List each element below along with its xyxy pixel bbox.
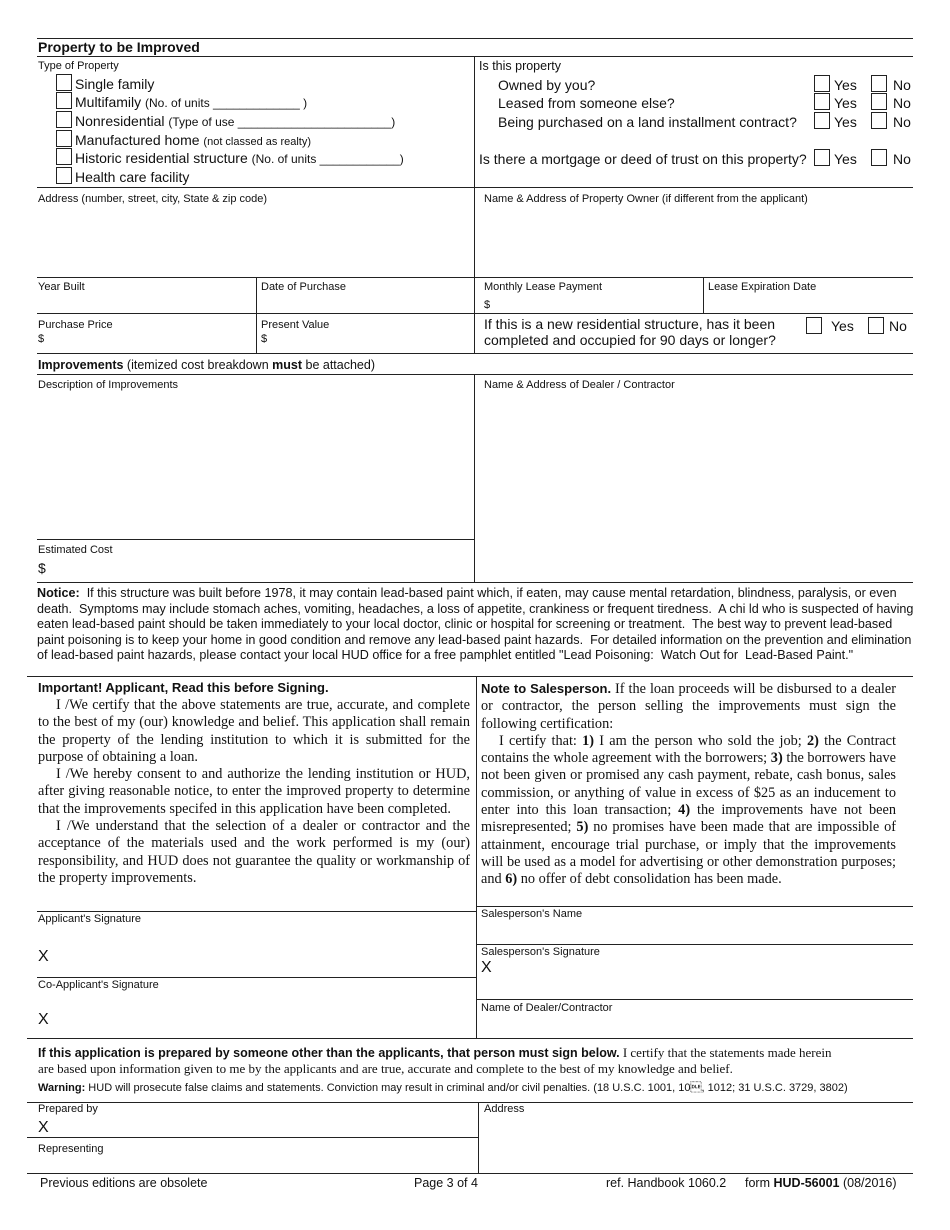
type-of-property-label: Type of Property <box>38 60 119 72</box>
leased-yes-label: Yes <box>834 95 857 111</box>
installment-no-label: No <box>893 114 911 130</box>
manufactured-home-label: Manufactured home (not classed as realty) <box>75 132 312 148</box>
mortgage-yes-checkbox[interactable] <box>814 149 830 166</box>
owned-no-label: No <box>893 77 911 93</box>
salesperson-name-field[interactable] <box>481 922 909 942</box>
prepared-by-label: Prepared by <box>38 1103 98 1115</box>
applicant-signature-field[interactable] <box>56 930 471 974</box>
footer-obsolete: Previous editions are obsolete <box>40 1176 208 1190</box>
leased-yes-checkbox[interactable] <box>814 93 830 110</box>
present-value-label: Present Value <box>261 319 330 331</box>
salesperson-signature-field[interactable] <box>497 959 909 997</box>
historic-structure-label: Historic residential structure (No. of units ____________) <box>75 150 404 166</box>
salesperson-cert-text: I certify that: 1) I am the person who sold the job; 2) the Contract contains the whole agreement with the borrowers; 3) the borrowers have not been given or promised any cash payment, rebate, cash bonus, sales commission, or anything of value in excess of $25 as an inducement to enter into this loan transaction; 4) the improvements have not been misrepresented; 5) no promises have been made that are impossible of attainment, encourage trial purchase, or imply that the improvements will be used as a model for advertising or other demonstration purposes; and 6) no offer of debt consolidation has been made. <box>481 732 897 888</box>
year-built-label: Year Built <box>38 281 85 293</box>
owned-yes-label: Yes <box>834 77 857 93</box>
lead-paint-notice: Notice: If this structure was built before 1978, it may contain lead-based paint which, if eaten, may cause mental retardation, blindness, paralysis, or even death. Symptoms may include stomach aches, vomiting, headaches, a loss of appetite, crankiness or frequent tiredness. A chi ld who is suspected of having eaten lead-based paint should be taken immediately to your local doctor, clinic or hospital for screening or treatment. The best way to prevent lead-based paint poisoning is to keep your home in good condition and remove any lead-based paint hazards. For detailed information on the prevention and elimination of lead-based paint hazards, please contact your local HUD office for a free pamphlet entitled "Lead Poisoning: Watch Out for Lead-Based Paint." <box>37 586 914 663</box>
applicant-certification <box>38 680 470 887</box>
co-applicant-signature-field[interactable] <box>56 995 471 1035</box>
footer-page-number: Page 3 of 4 <box>414 1176 478 1190</box>
estimated-cost-label: Estimated Cost <box>38 544 113 556</box>
single-family-label: Single family <box>75 76 155 92</box>
installment-no-checkbox[interactable] <box>871 112 887 129</box>
applicant-heading: Important! Applicant, Read this before Signing. <box>38 680 329 695</box>
new-structure-yes-checkbox[interactable] <box>806 317 822 334</box>
co-applicant-signature-x: X <box>38 1011 49 1028</box>
improvements-title: Improvements (itemized cost breakdown must be attached) <box>38 358 375 372</box>
footer-ref-handbook: ref. Handbook 1060.2 <box>606 1176 727 1190</box>
applicant-signature-label: Applicant's Signature <box>38 913 141 925</box>
estimated-cost-dollar: $ <box>38 560 46 576</box>
owner-field[interactable] <box>484 208 909 274</box>
installment-yes-label: Yes <box>834 114 857 130</box>
dealer-contractor-label: Name & Address of Dealer / Contractor <box>484 379 675 391</box>
monthly-lease-label: Monthly Lease Payment <box>484 281 603 293</box>
salesperson-signature-x: X <box>481 959 492 976</box>
salesperson-name-label: Salesperson's Name <box>481 908 583 920</box>
salesperson-heading: Note to Salesperson. <box>481 681 612 696</box>
dealer-field[interactable] <box>484 394 909 576</box>
footer-form-id: form HUD-56001 (08/2016) <box>745 1176 897 1190</box>
warning-text: Warning: HUD will prosecute false claims and statements. Conviction may result in criminal and/or civil penalties. (18 U.S.C. 1001, 10, 1012; 31 U.S.C. 3729, 3802) <box>38 1082 848 1094</box>
historic-structure-checkbox[interactable] <box>56 148 72 165</box>
health-care-checkbox[interactable] <box>56 167 72 184</box>
address-field[interactable] <box>38 208 468 274</box>
co-applicant-signature-label: Co-Applicant's Signature <box>38 979 159 991</box>
new-structure-no-label: No <box>889 318 907 334</box>
monthly-lease-dollar: $ <box>484 299 491 311</box>
owner-label: Name & Address of Property Owner (if different from the applicant) <box>484 193 808 205</box>
new-structure-no-checkbox[interactable] <box>868 317 884 334</box>
multifamily-checkbox[interactable] <box>56 92 72 109</box>
multifamily-label: Multifamily (No. of units _____________ ) <box>75 94 308 110</box>
preparer-address-label: Address <box>484 1103 525 1115</box>
leased-question: Leased from someone else? <box>498 95 675 111</box>
new-structure-yes-label: Yes <box>831 318 854 334</box>
applicant-para-2: I /We hereby consent to and authorize the lending institution or HUD, after giving reasonable notice, to enter the improved property to determine that the improvements specifed in this application have been completed. <box>38 766 470 817</box>
representing-label: Representing <box>38 1143 104 1155</box>
present-value-dollar: $ <box>261 333 268 345</box>
is-this-property-label: Is this property <box>479 59 561 73</box>
mortgage-no-checkbox[interactable] <box>871 149 887 166</box>
preparer-statement: If this application is prepared by someone other than the applicants, that person must sign below. I certify that the statements made herein are based upon information given to me by the applicants and are true, accurate and complete to the best of my knowledge and belief. <box>38 1045 832 1076</box>
applicant-para-3: I /We understand that the selection of a dealer or contractor and the acceptance of the materials used and the work performed is my (our) responsibility, and HUD does not guarantee the quality or workmanship of the property improvements. <box>38 818 470 886</box>
installment-yes-checkbox[interactable] <box>814 112 830 129</box>
description-of-improvements-label: Description of Improvements <box>38 379 178 391</box>
salesperson-intro: If the loan proceeds will be disbursed to a dealer or contractor, the person selling the improvements must sign the following certification: <box>481 681 896 732</box>
single-family-checkbox[interactable] <box>56 74 72 91</box>
manufactured-home-checkbox[interactable] <box>56 130 72 147</box>
mortgage-question: Is there a mortgage or deed of trust on this property? <box>479 151 807 167</box>
preparer-address-field[interactable] <box>484 1118 909 1170</box>
date-of-purchase-label: Date of Purchase <box>261 281 346 293</box>
owned-no-checkbox[interactable] <box>871 75 887 92</box>
applicant-para-1: I /We certify that the above statements are true, accurate, and complete to the best of my (our) knowledge and belief. This application shall remain the property of the lending institution to which it is submitted for the purpose of obtaining a loan. <box>38 697 470 765</box>
mortgage-yes-label: Yes <box>834 151 857 167</box>
property-section-title: Property to be Improved <box>38 39 200 55</box>
dealer-name-field[interactable] <box>481 1016 909 1036</box>
address-label: Address (number, street, city, State & zip code) <box>38 193 268 205</box>
purchase-price-dollar: $ <box>38 333 45 345</box>
salesperson-signature-label: Salesperson's Signature <box>481 946 600 958</box>
mortgage-no-label: No <box>893 151 911 167</box>
dealer-name-label: Name of Dealer/Contractor <box>481 1002 613 1014</box>
new-structure-question: If this is a new residential structure, has it been completed and occupied for 90 days or longer? <box>484 316 776 348</box>
leased-no-checkbox[interactable] <box>871 93 887 110</box>
nonresidential-checkbox[interactable] <box>56 111 72 128</box>
installment-question: Being purchased on a land installment contract? <box>498 114 797 130</box>
owned-question: Owned by you? <box>498 77 596 93</box>
prepared-by-x: X <box>38 1119 49 1136</box>
owned-yes-checkbox[interactable] <box>814 75 830 92</box>
purchase-price-label: Purchase Price <box>38 319 113 331</box>
health-care-label: Health care facility <box>75 169 190 185</box>
nonresidential-label: Nonresidential (Type of use _______________________) <box>75 113 396 129</box>
prepared-by-field[interactable] <box>56 1118 471 1136</box>
leased-no-label: No <box>893 95 911 111</box>
applicant-signature-x: X <box>38 948 49 965</box>
representing-field[interactable] <box>38 1157 470 1171</box>
lease-expiration-label: Lease Expiration Date <box>708 281 817 293</box>
description-field[interactable] <box>38 394 470 534</box>
salesperson-certification <box>481 680 896 889</box>
